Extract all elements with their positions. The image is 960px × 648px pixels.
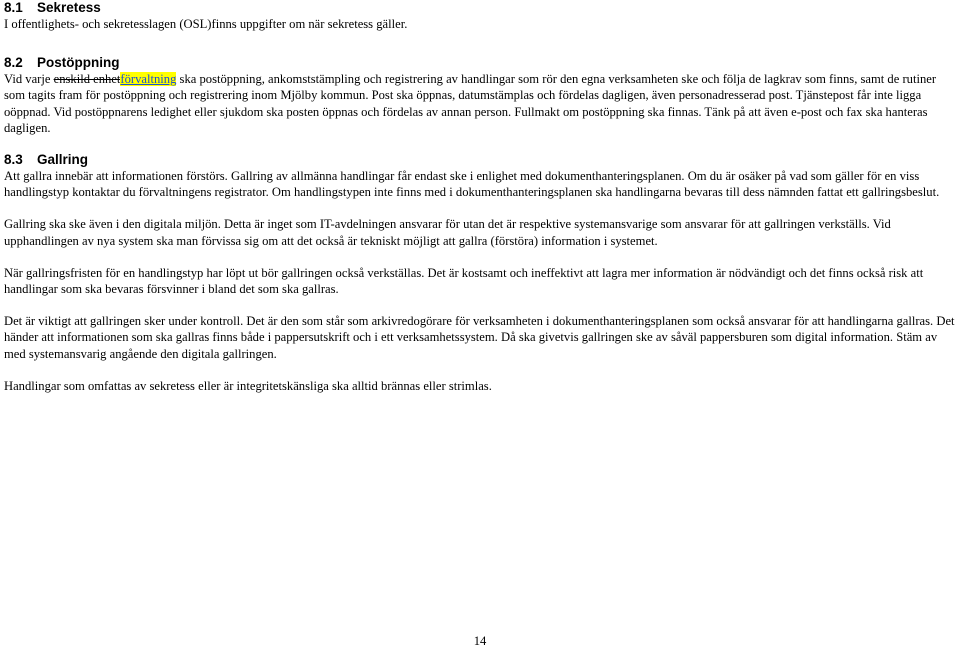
text: ska postöppning, ankomststämpling och registrering av handlingar som rör den egna verksamheten ske och följa de lagkrav som finns, samt de rutiner som tagits fram för postöppning och registrering inom Mjölby kommun. Post ska öppnas, datumstämplas och fördelas dagligen, även personadresserad post. Tjänstepost får inte ligga oöppnad. Vid postöppnarens ledighet eller sjukdom ska posten öppnas och fördelas av annan person. Fullmakt om postöppning ska finnas. Tänk på att även e-post och fax ska hanteras dagligen. — [4, 72, 937, 135]
paragraph — [4, 71, 956, 136]
paragraph: När gallringsfristen för en handlingstyp har löpt ut bör gallringen också verkställas. Det är kostsamt och ineffektivt att lagra mer information är nödvändigt och det finns också risk att handlingar som ska bevaras försvinner i bland det som ska gallras. — [4, 265, 924, 297]
inserted-text: förvaltning — [120, 72, 177, 87]
section-heading-8-1 — [4, 0, 956, 16]
section-number: 8.1 — [4, 0, 23, 15]
document-page — [4, 0, 956, 394]
section-number: 8.3 — [4, 152, 23, 168]
section-heading-8-2 — [4, 55, 956, 71]
section-number: 8.2 — [4, 55, 23, 71]
section-title: Sekretess — [37, 0, 101, 15]
section-heading-8-3 — [4, 152, 956, 168]
paragraph: Gallring ska ske även i den digitala miljön. Detta är inget som IT-avdelningen ansvarar för utan det är respektive systemansvarige som ansvarar för att gallringen verkställs. Vid upphandlingen av nya system ska man förvissa sig om att det också är tekniskt möjligt att gallra (förstöra) information i systemet. — [4, 217, 891, 248]
paragraph: I offentlighets- och sekretesslagen (OSL)finns uppgifter om när sekretess gäller. — [4, 17, 408, 31]
section-title: Postöppning — [37, 55, 120, 71]
section-title: Gallring — [37, 152, 89, 168]
paragraph: Handlingar som omfattas av sekretess eller är integritetskänsliga ska alltid brännas eller strimlas. — [4, 378, 492, 393]
text: Vid varje — [4, 72, 54, 87]
paragraph: Det är viktigt att gallringen sker under kontroll. Det är den som står som arkivredogörare för verksamheten i dokumenthanteringsplanen som också ansvarar för att handlingarna gallras. Det händer att informationen som ska gallras finns både i pappersutskrift och i ett verksamhetssystem. Då ska givetvis gallringen ske av såväl pappersburen som digital information. Stäm av med systemansvarig angående den digitala gallringen. — [4, 314, 955, 361]
deleted-text: enskild enhet — [53, 72, 121, 87]
paragraph: Att gallra innebär att informationen förstörs. Gallring av allmänna handlingar får endast ske i enlighet med dokumenthanteringsplanen. Om du är osäker på vad som gäller för en viss handlingstyp kontaktar du förvaltningens registrator. Om handlingstypen inte finns med i dokumenthanteringsplanen ska handlingarna bevaras till dess nämnden fattat ett gallringsbeslut. — [4, 169, 940, 200]
page-number: 14 — [473, 634, 487, 648]
